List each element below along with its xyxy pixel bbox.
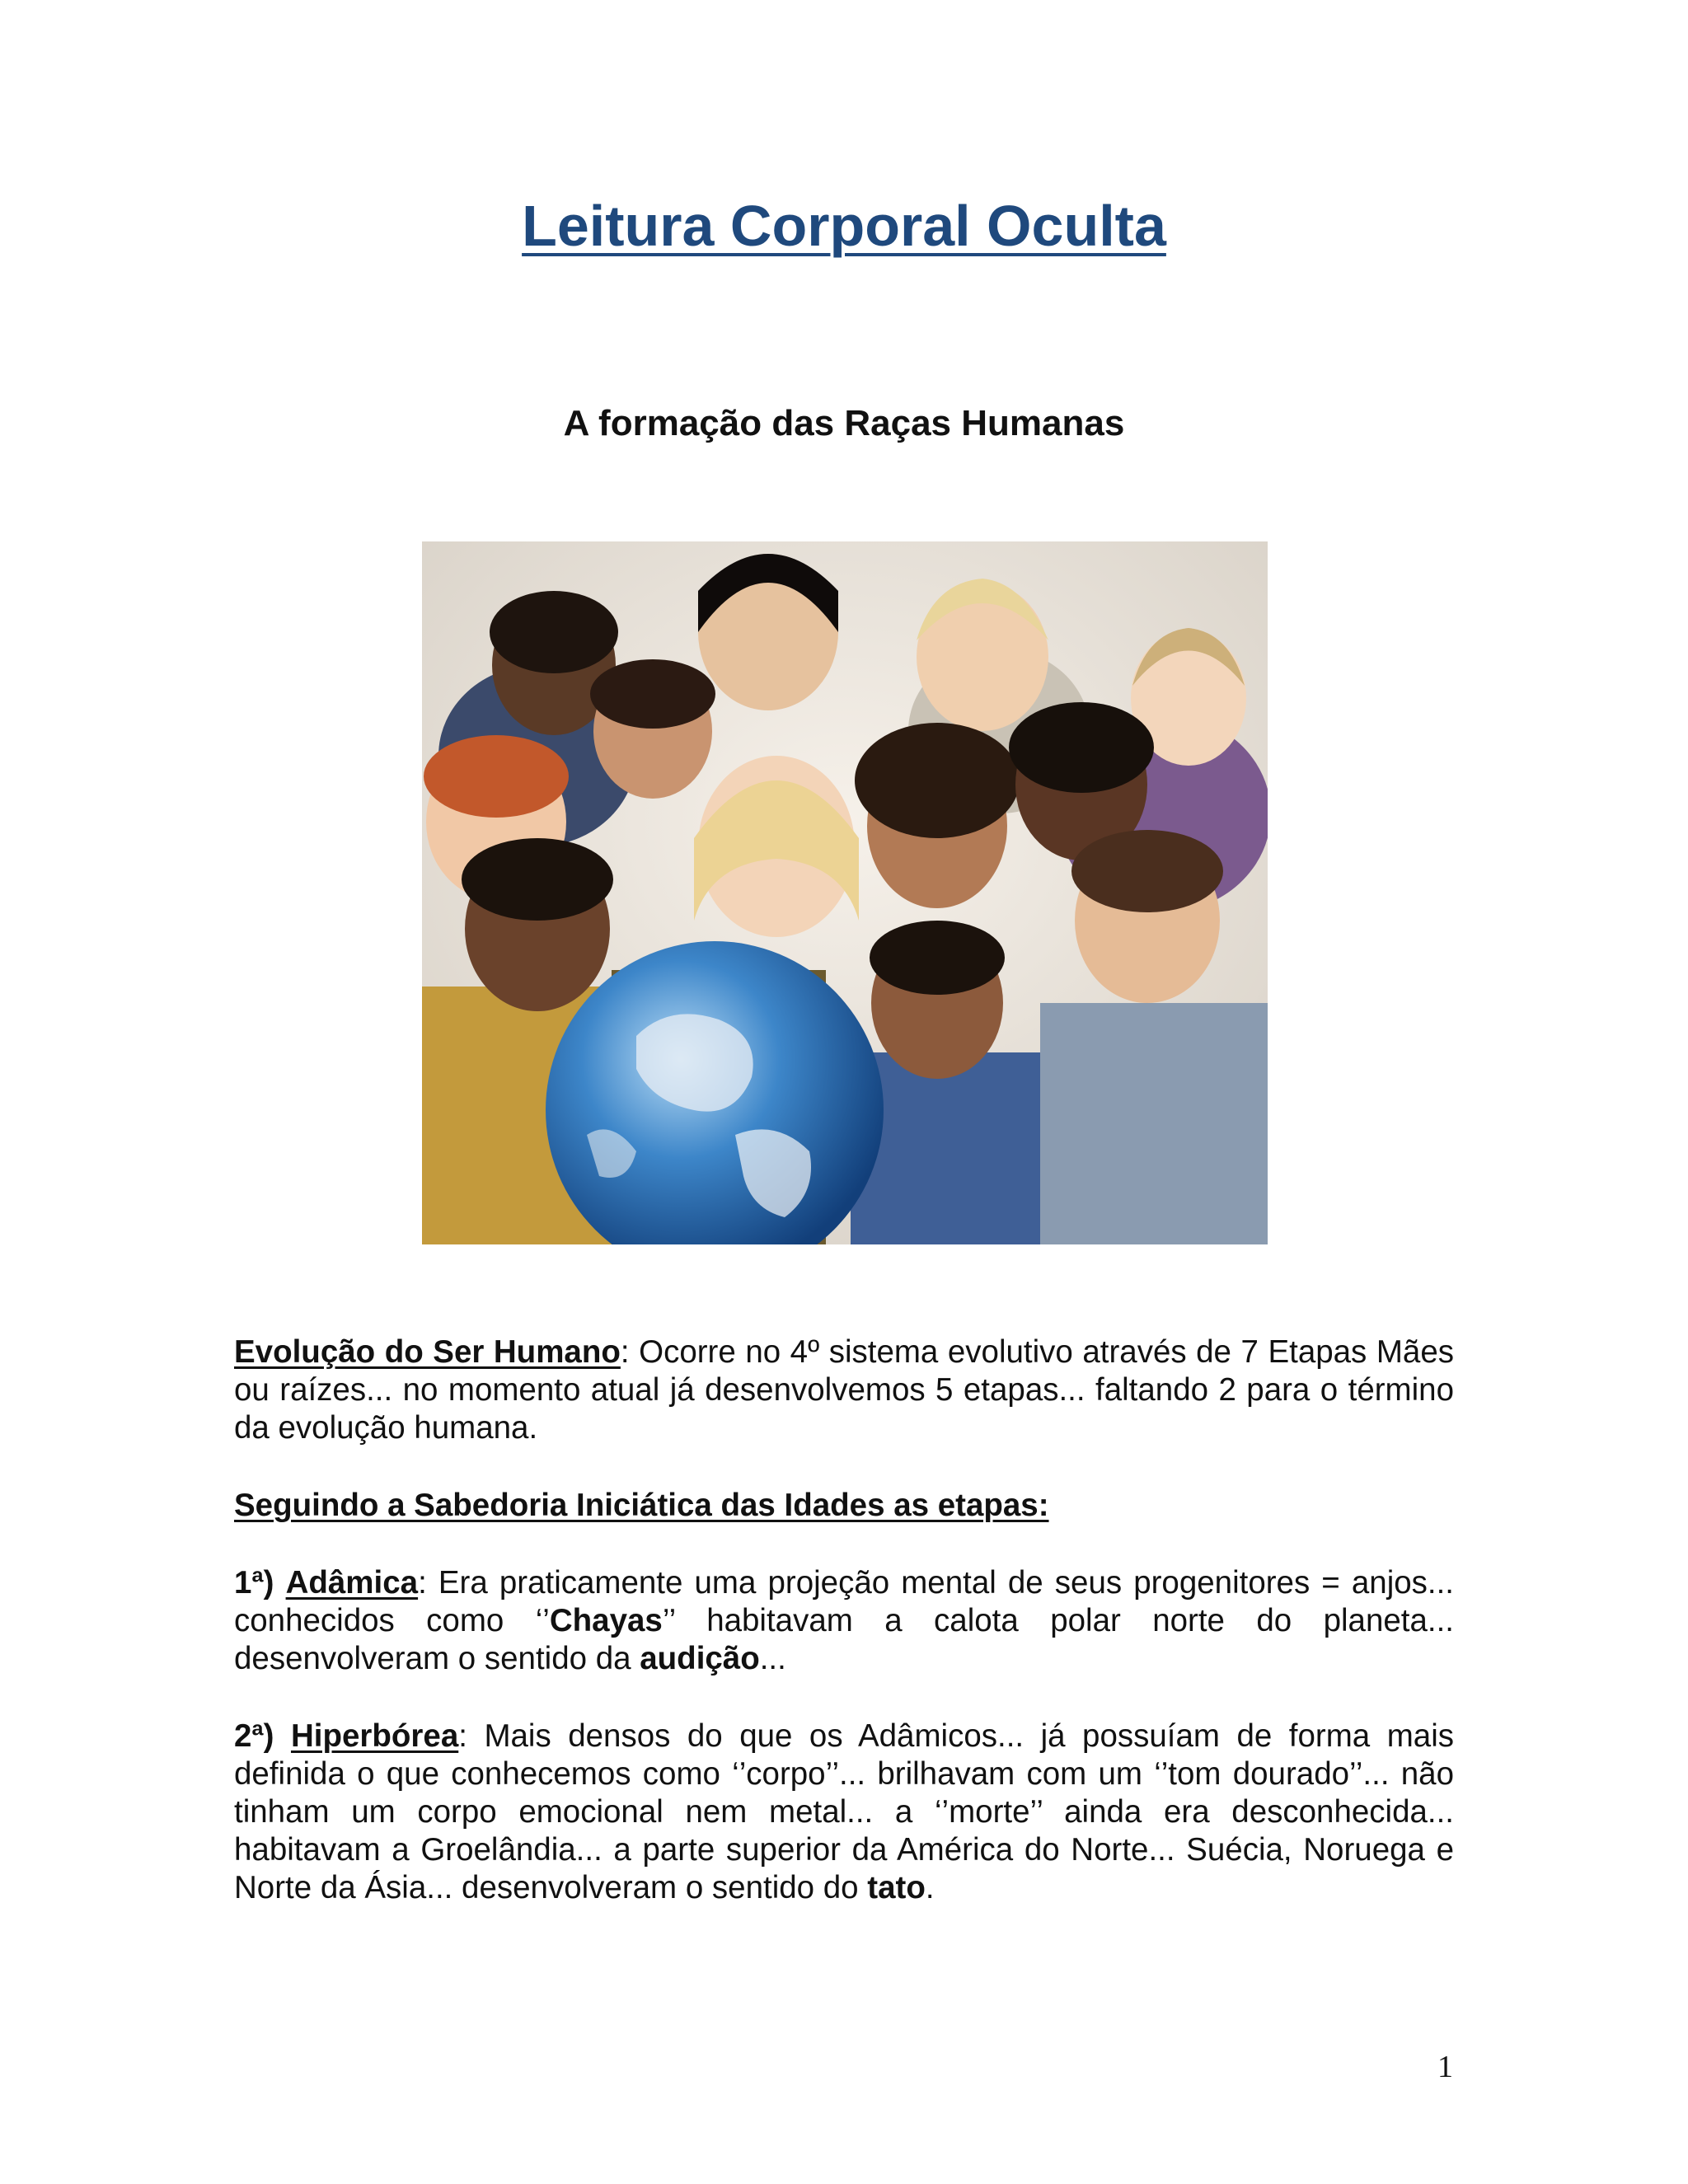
stage-1-bold-a: Chayas	[549, 1603, 663, 1638]
intro-label: Evolução do Ser Humano	[234, 1334, 621, 1370]
stage-1-number: 1ª)	[234, 1565, 274, 1601]
stage-1-text-a: : Era praticamente uma projeção mental de seus progenitores = anjos... conhecidos como ‘’	[234, 1565, 1454, 1638]
children-with-globe-photo	[422, 541, 1268, 1244]
page-title: Leitura Corporal Oculta	[522, 194, 1166, 258]
section-heading	[234, 1487, 1454, 1525]
stage-2-bold-b: tato	[867, 1870, 926, 1905]
stage-1-name: Adâmica	[285, 1565, 419, 1601]
intro-text: : Ocorre no 4º sistema evolutivo através de 7 Etapas Mães ou raízes... no momento atual já desenvolvemos 5 etapas... faltando 2 para o término da evolução humana.	[234, 1334, 1454, 1446]
stage-2-text-a: : Mais densos do que os Adâmicos... já possuíam de forma mais definida o que conhecemos como ‘’corpo’’... brilhavam com um ‘’tom dourado’’... não tinham um corpo emocional nem metal... a ‘’morte’’ ainda era desconhecida... habitavam a Groelândia... a parte superior da América do Norte... Suécia, Noruega e Norte da Ásia... desenvolveram o sentido do	[234, 1718, 1454, 1905]
body-text	[234, 1333, 1454, 1947]
stage-2-number: 2ª)	[234, 1718, 274, 1754]
stage-1-text-c: ...	[759, 1641, 786, 1676]
intro-paragraph	[234, 1333, 1454, 1447]
page-subtitle: A formação das Raças Humanas	[563, 403, 1125, 443]
stage-paragraph-1	[234, 1564, 1454, 1678]
stage-2-name: Hiperbórea	[290, 1718, 459, 1754]
stage-1-text-b: ’’ habitavam a calota polar norte do planeta... desenvolveram o sentido da	[234, 1603, 1454, 1676]
page-number: 1	[1437, 2050, 1453, 2084]
section-heading-text: Seguindo a Sabedoria Iniciática das Idades as etapas:	[234, 1488, 1049, 1523]
stage-1-bold-b: audição	[640, 1641, 760, 1676]
stage-paragraph-2	[234, 1718, 1454, 1907]
stage-2-text-c: .	[925, 1870, 935, 1905]
